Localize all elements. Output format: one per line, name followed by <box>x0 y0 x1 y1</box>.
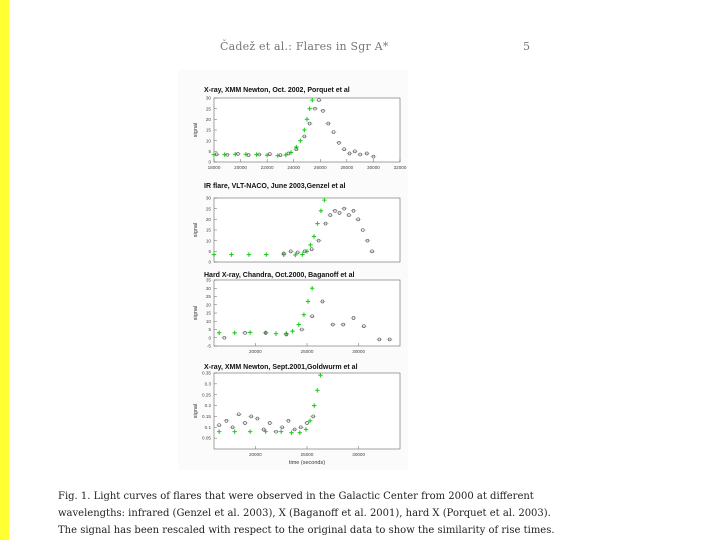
plot-area-1 <box>214 98 400 162</box>
x-tick-label: 28000 <box>340 165 354 170</box>
y-tick-label: 0.2 <box>204 403 211 409</box>
y-axis-label: signal <box>193 403 199 419</box>
y-tick-label: 20 <box>205 302 211 308</box>
caption-line-2: wavelengths: infrared (Genzel et al. 2003), X (Baganoff et al. 2001), hard X (Porquet et al. 2003). <box>58 508 551 519</box>
y-tick-label: 0 <box>208 259 211 265</box>
y-tick-label: 0.15 <box>202 414 211 420</box>
y-tick-label: 10 <box>205 138 211 144</box>
y-tick-label: 15 <box>205 127 211 133</box>
x-tick-label: 20000 <box>248 452 262 457</box>
figure-caption <box>58 488 555 539</box>
y-tick-label: 0.1 <box>204 424 211 430</box>
y-tick-label: 0.3 <box>204 381 211 387</box>
caption-line-3: The signal has been rescaled with respect to the original data to show the similarity of rise times. <box>58 525 555 536</box>
y-tick-label: 5 <box>208 148 211 154</box>
page-number: 5 <box>523 40 530 53</box>
x-tick-label: 25000 <box>300 452 314 457</box>
y-tick-label: 15 <box>205 310 211 316</box>
x-tick-label: 30000 <box>367 165 380 170</box>
y-tick-label: 15 <box>205 227 211 233</box>
y-tick-label: 35 <box>205 277 211 283</box>
y-tick-label: 30 <box>205 285 211 291</box>
y-tick-label: 0 <box>208 335 211 341</box>
y-tick-label: 0 <box>208 159 211 165</box>
plot-area-3 <box>214 280 400 346</box>
y-tick-label: 25 <box>205 106 211 112</box>
panel-title-2: IR flare, VLT-NACO, June 2003,Genzel et al <box>204 183 346 190</box>
y-axis-label: signal <box>193 122 199 138</box>
y-axis-label: signal <box>193 305 199 321</box>
x-axis-label: time (seconds) <box>288 460 326 466</box>
y-tick-label: -5 <box>206 343 211 349</box>
x-tick-label: 32000 <box>393 165 407 170</box>
plot-area-4 <box>214 373 400 449</box>
figure-light-curves <box>178 70 408 470</box>
y-tick-label: 20 <box>205 216 211 222</box>
y-tick-label: 25 <box>205 294 211 300</box>
y-tick-label: 0.35 <box>202 370 211 376</box>
x-tick-label: 25000 <box>300 349 314 354</box>
y-axis-label: signal <box>193 222 199 238</box>
x-tick-label: 20000 <box>234 165 247 170</box>
x-tick-label: 18000 <box>207 165 221 170</box>
x-tick-label: 30000 <box>352 452 366 457</box>
y-tick-label: 0.05 <box>202 435 211 441</box>
y-tick-label: 0.25 <box>202 392 211 398</box>
x-tick-label: 30000 <box>352 349 366 354</box>
y-tick-label: 10 <box>205 318 211 324</box>
y-tick-label: 5 <box>208 327 211 333</box>
panel-title-4: X-ray, XMM Newton, Sept.2001,Goldwurm et al <box>204 364 358 371</box>
x-tick-label: 26000 <box>313 165 327 170</box>
x-tick-label: 22000 <box>260 165 274 170</box>
y-tick-label: 30 <box>205 95 211 101</box>
x-tick-label: 24000 <box>287 165 301 170</box>
panel-title-1: X-ray, XMM Newton, Oct. 2002, Porquet et al <box>204 87 350 94</box>
running-title: Čadež et al.: Flares in Sgr A* <box>220 40 389 53</box>
y-tick-label: 10 <box>205 238 211 244</box>
panel-title-3: Hard X-ray, Chandra, Oct.2000, Baganoff et al <box>204 272 355 279</box>
page-header <box>200 40 530 56</box>
y-tick-label: 25 <box>205 206 211 212</box>
x-tick-label: 20000 <box>248 349 262 354</box>
yellow-margin-bar <box>0 0 9 540</box>
y-tick-label: 20 <box>205 116 211 122</box>
y-tick-label: 30 <box>205 195 211 201</box>
caption-line-1: Fig. 1. Light curves of flares that were observed in the Galactic Center from 2000 at different <box>58 491 534 502</box>
y-tick-label: 5 <box>208 248 211 254</box>
